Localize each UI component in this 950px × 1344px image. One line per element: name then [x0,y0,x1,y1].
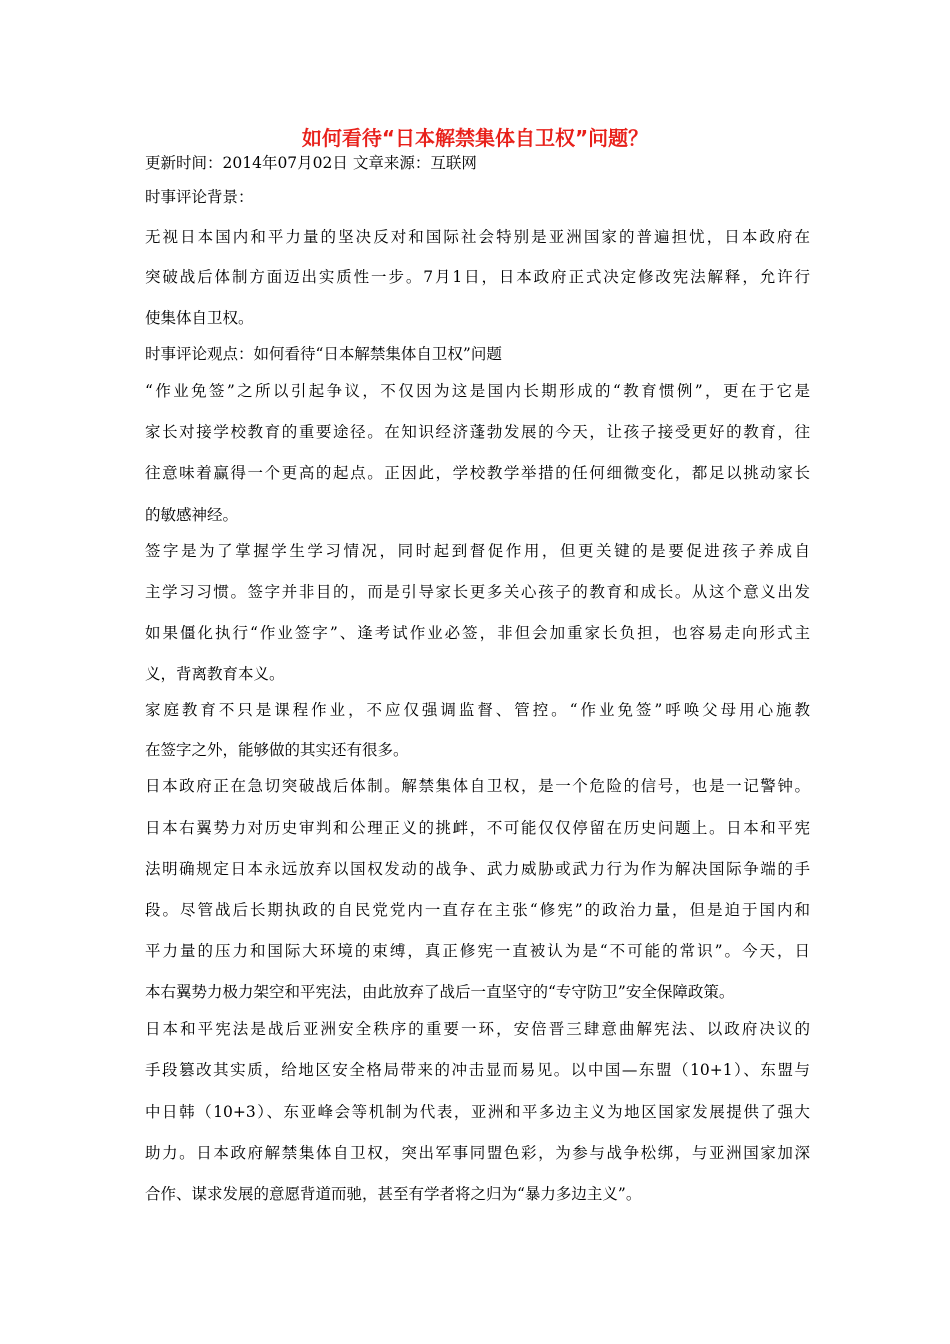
paragraph-line: 合作、谋求发展的意愿背道而驰，甚至有学者将之归为“暴力多边主义”。 [145,1185,642,1203]
paragraph-line: 使集体自卫权。 [145,309,254,327]
paragraph-line: 段。尽管战后长期执政的自民党党内一直存在主张“修宪”的政治力量，但是迫于国内和 [145,901,810,919]
paragraph-line: 助力。日本政府解禁集体自卫权，突出军事同盟色彩，为参与战争松绑，与亚洲国家加深 [145,1144,810,1162]
paragraph-line: 主学习习惯。签字并非目的，而是引导家长更多关心孩子的教育和成长。从这个意义出发 [145,583,810,601]
article-title: 如何看待“日本解禁集体自卫权”问题？ [301,126,649,150]
paragraph-line: “作业免签”之所以引起争议，不仅因为这是国内长期形成的“教育惯例”，更在于它是 [145,382,810,400]
paragraph-line: 无视日本国内和平力量的坚决反对和国际社会特别是亚洲国家的普遍担忧，日本政府在 [145,228,810,246]
paragraph-line: 手段篡改其实质，给地区安全格局带来的冲击显而易见。以中国—东盟（10+1）、东盟与 [145,1061,810,1079]
paragraph-line: 平力量的压力和国际大环境的束缚，真正修宪一直被认为是“不可能的常识”。今天，日 [145,942,810,960]
paragraph-line: 中日韩（10+3）、东亚峰会等机制为代表，亚洲和平多边主义为地区国家发展提供了强大 [145,1103,810,1121]
background-label: 时事评论背景： [145,188,254,206]
viewpoint-label: 时事评论观点：如何看待“日本解禁集体自卫权”问题 [145,345,502,363]
paragraph-line: 的敏感神经。 [145,506,239,524]
paragraph-line: 法明确规定日本永远放弃以国权发动的战争、武力威胁或武力行为作为解决国际争端的手 [145,860,810,878]
paragraph-line: 在签字之外，能够做的其实还有很多。 [145,741,409,759]
paragraph-line: 日本和平宪法是战后亚洲安全秩序的重要一环，安倍晋三肆意曲解宪法、以政府决议的 [145,1020,810,1038]
paragraph-line: 家庭教育不只是课程作业，不应仅强调监督、管控。“作业免签”呼唤父母用心施教 [145,701,810,719]
paragraph-line: 本右翼势力极力架空和平宪法，由此放弃了战后一直坚守的“专守防卫”安全保障政策。 [145,983,735,1001]
paragraph-line: 如果僵化执行“作业签字”、逢考试作业必签，非但会加重家长负担，也容易走向形式主 [145,624,810,642]
paragraph-line: 往意味着赢得一个更高的起点。正因此，学校教学举措的任何细微变化，都足以挑动家长 [145,464,810,482]
article-meta: 更新时间：2014年07月02日 文章来源：互联网 [145,154,477,172]
paragraph-line: 义，背离教育本义。 [145,665,285,683]
paragraph-line: 家长对接学校教育的重要途径。在知识经济蓬勃发展的今天，让孩子接受更好的教育，往 [145,423,810,441]
paragraph-line: 日本右翼势力对历史审判和公理正义的挑衅，不可能仅仅停留在历史问题上。日本和平宪 [145,819,810,837]
paragraph-line: 日本政府正在急切突破战后体制。解禁集体自卫权，是一个危险的信号，也是一记警钟。 [145,777,810,795]
paragraph-line: 签字是为了掌握学生学习情况，同时起到督促作用，但更关键的是要促进孩子养成自 [145,542,810,560]
paragraph-line: 突破战后体制方面迈出实质性一步。7月1日，日本政府正式决定修改宪法解释，允许行 [145,268,810,286]
